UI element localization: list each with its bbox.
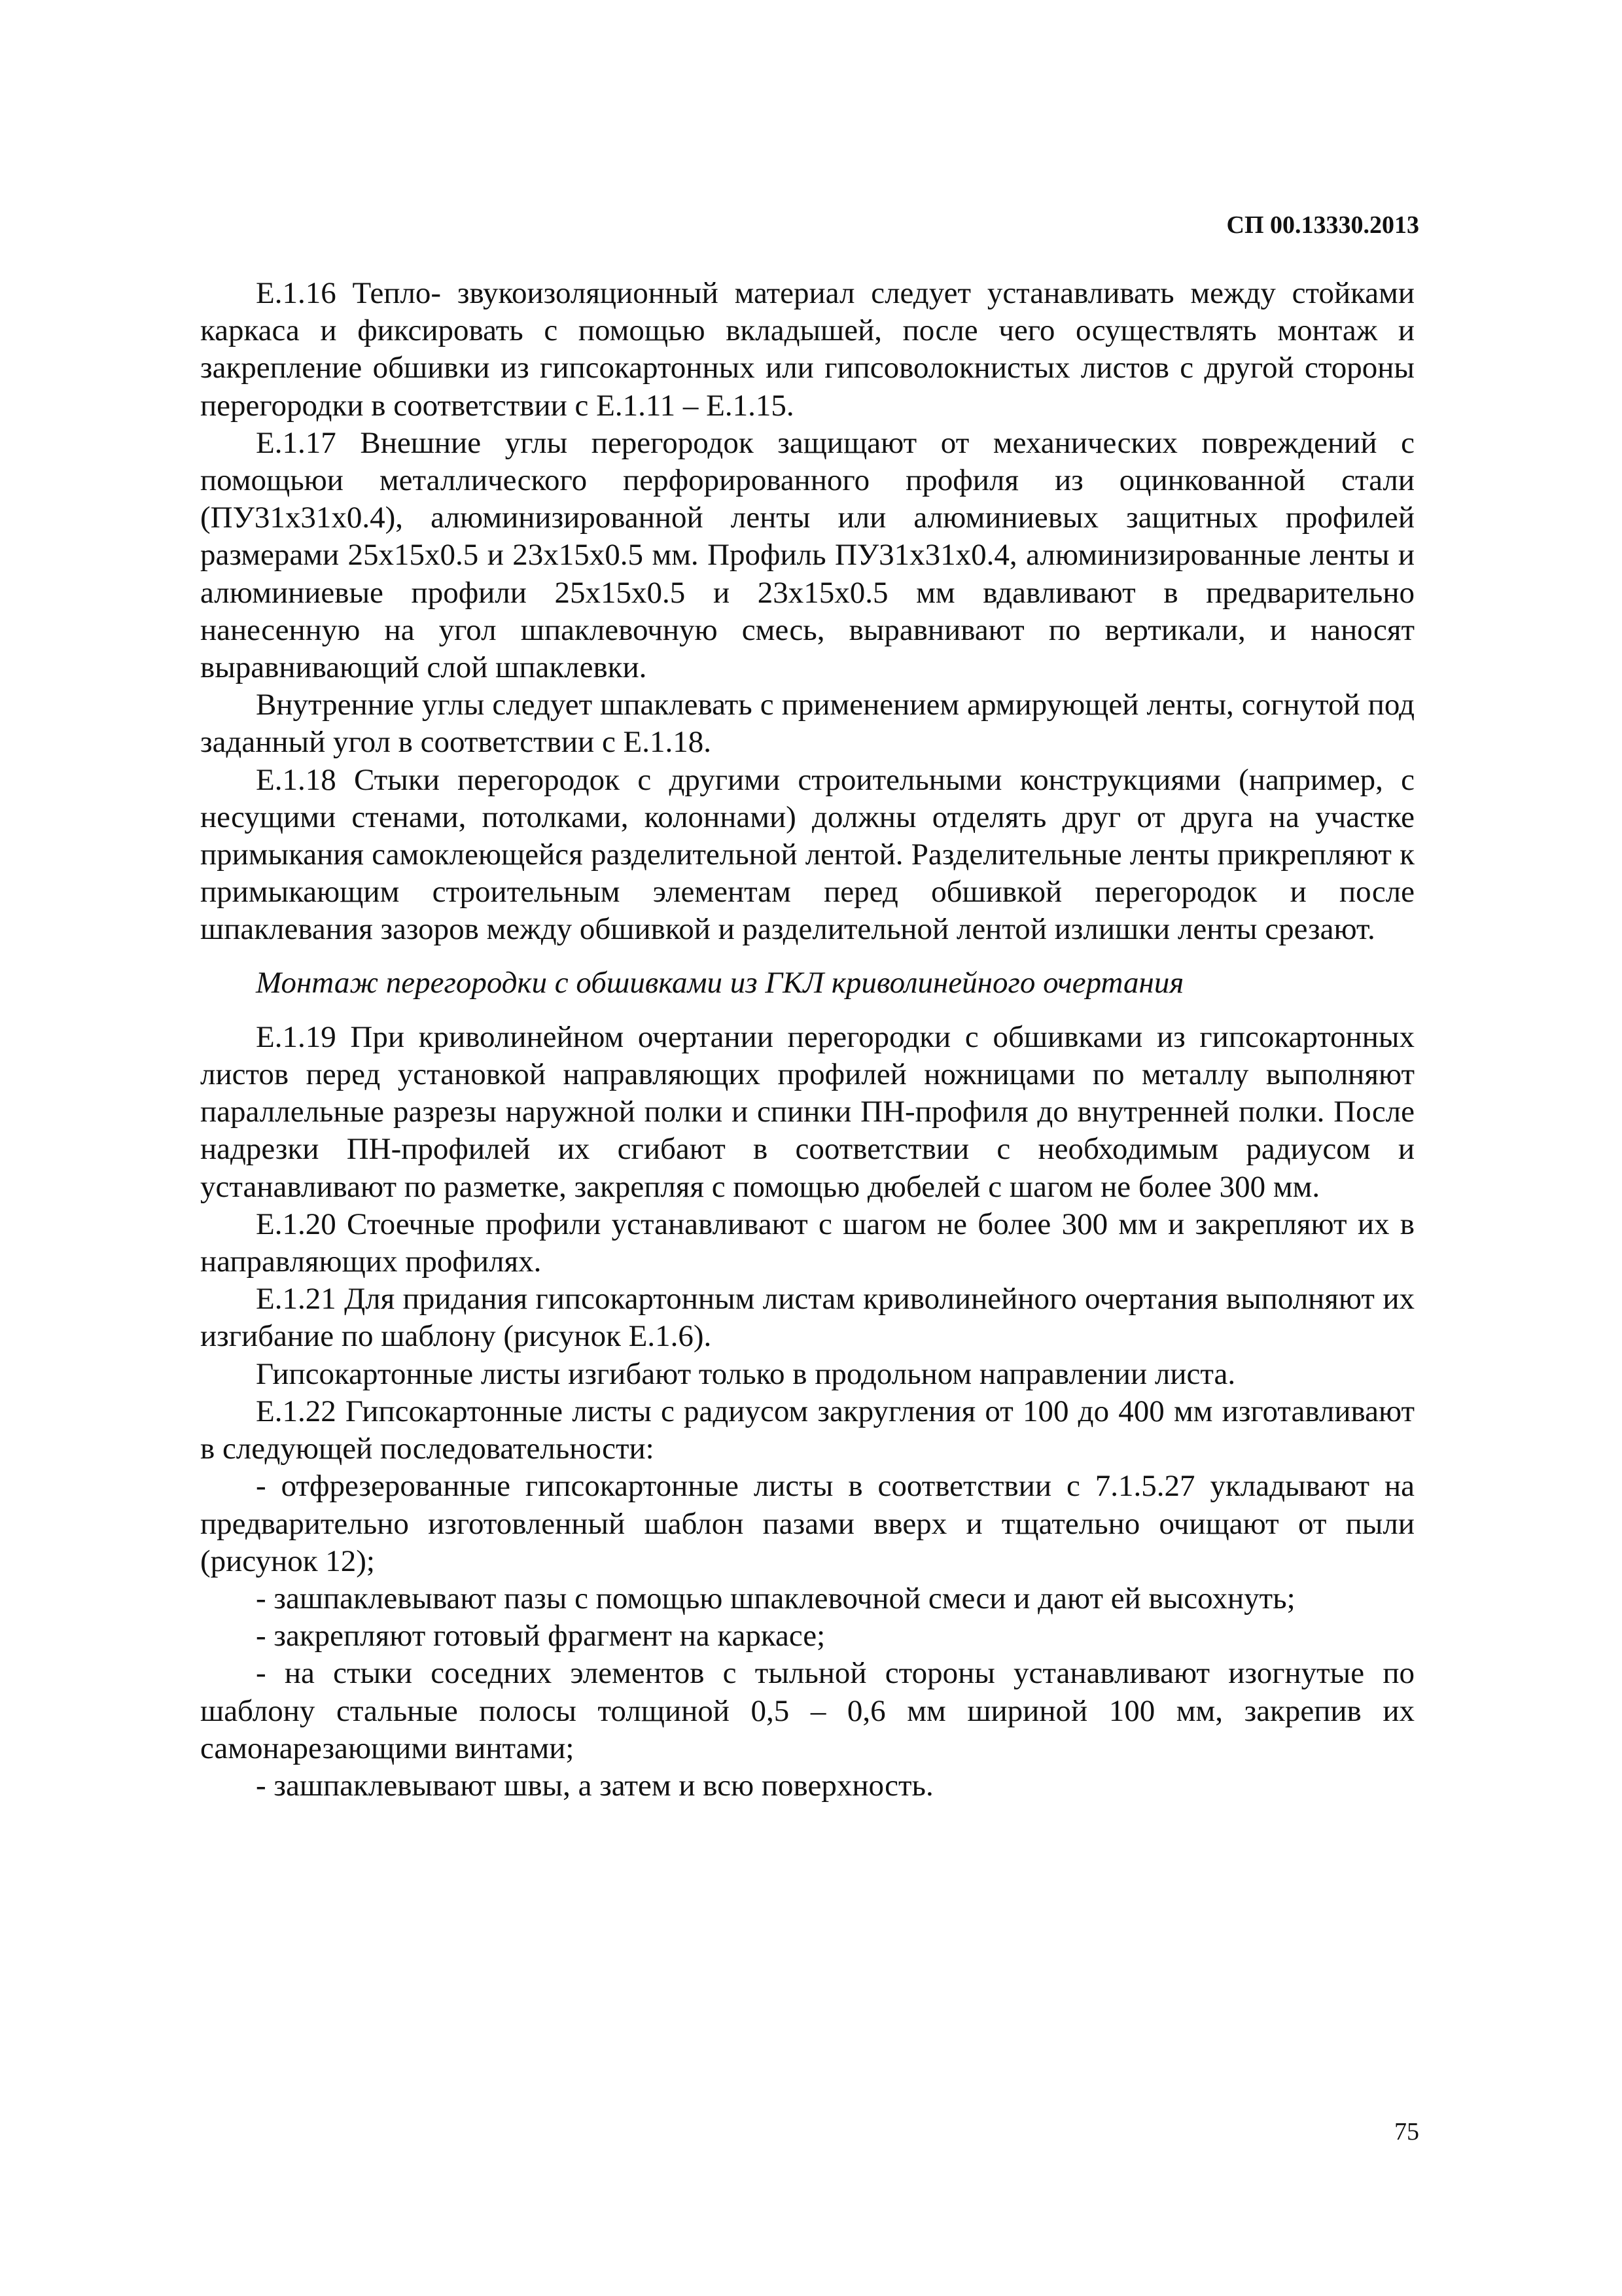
document-code: СП 00.13330.2013 bbox=[1226, 211, 1419, 239]
paragraph-e-1-21: Е.1.21 Для придания гипсокартонным листам криволинейного очертания выполняют их изгибание по шаблону (рисунок Е.1.6). bbox=[200, 1282, 1415, 1354]
section-subheading: Монтаж перегородки с обшивками из ГКЛ криволинейного очертания bbox=[256, 965, 1184, 1000]
list-item: - на стыки соседних элементов с тыльной стороны устанавливают изогнутые по шаблону стальные полосы толщиной 0,5 – 0,6 мм шириной 100 мм, закрепив их самонарезающими винтами; bbox=[200, 1656, 1415, 1765]
paragraph-e-1-22: Е.1.22 Гипсокартонные листы с радиусом закругления от 100 до 400 мм изготавливают в следующей последовательности: bbox=[200, 1394, 1415, 1466]
paragraph-bending-direction: Гипсокартонные листы изгибают только в продольном направлении листа. bbox=[256, 1356, 1236, 1391]
page-number: 75 bbox=[1394, 2118, 1419, 2146]
list-item: - отфрезерованные гипсокартонные листы в соответствии с 7.1.5.27 укладывают на предварительно изготовленный шаблон пазами вверх и тщательно очищают от пыли (рисунок 12); bbox=[200, 1469, 1415, 1578]
list-item: - зашпаклевывают швы, а затем и всю поверхность. bbox=[256, 1768, 934, 1803]
page-body bbox=[200, 275, 1415, 1805]
paragraph-e-1-16: Е.1.16 Тепло- звукоизоляционный материал следует устанавливать между стойками каркаса и фиксировать с помощью вкладышей, после чего осуществлять монтаж и закрепление обшивки из гипсокартонных или гипсоволокнистых листов с другой стороны перегородки в соответствии с Е.1.11 – Е.1.15. bbox=[200, 276, 1415, 423]
list-item: - зашпаклевывают пазы с помощью шпаклевочной смеси и дают ей высохнуть; bbox=[256, 1581, 1296, 1616]
paragraph-e-1-18: Е.1.18 Стыки перегородок с другими строительными конструкциями (например, с несущими стенами, потолками, колоннами) должны отделять друг от друга на участке примыкания самоклеющейся разделительной лентой. Разделительные ленты прикрепляют к примыкающим строительным элементам перед обшивкой перегородок и после шпаклевания зазоров между обшивкой и разделительной лентой излишки ленты срезают. bbox=[200, 762, 1415, 947]
paragraph-e-1-17: Е.1.17 Внешние углы перегородок защищают от механических повреждений с помощьюи металлического перфорированного профиля из оцинкованной стали (ПУ31х31х0.4), алюминизированной ленты или алюминиевых защитных профилей размерами 25х15х0.5 и 23х15х0.5 мм. Профиль ПУ31х31х0.4, алюминизированные ленты и алюминиевые профили 25х15х0.5 и 23х15х0.5 мм вдавливают в предварительно нанесенную на угол шпаклевочную смесь, выравнивают по вертикали, и наносят выравнивающий слой шпаклевки. bbox=[200, 425, 1415, 685]
paragraph-inner-corners: Внутренние углы следует шпаклевать с применением армирующей ленты, согнутой под заданный угол в соответствии с Е.1.18. bbox=[200, 688, 1415, 760]
paragraph-e-1-19: Е.1.19 При криволинейном очертании перегородки с обшивками из гипсокартонных листов перед установкой направляющих профилей ножницами по металлу выполняют параллельные разрезы наружной полки и спинки ПН-профиля до внутренней полки. После надрезки ПН-профилей их сгибают в соответствии с необходимым радиусом и устанавливают по разметке, закрепляя с помощью дюбелей с шагом не более 300 мм. bbox=[200, 1019, 1415, 1204]
list-item: - закрепляют готовый фрагмент на каркасе; bbox=[256, 1619, 826, 1653]
paragraph-e-1-20: Е.1.20 Стоечные профили устанавливают с шагом не более 300 мм и закрепляют их в направляющих профилях. bbox=[200, 1207, 1415, 1279]
